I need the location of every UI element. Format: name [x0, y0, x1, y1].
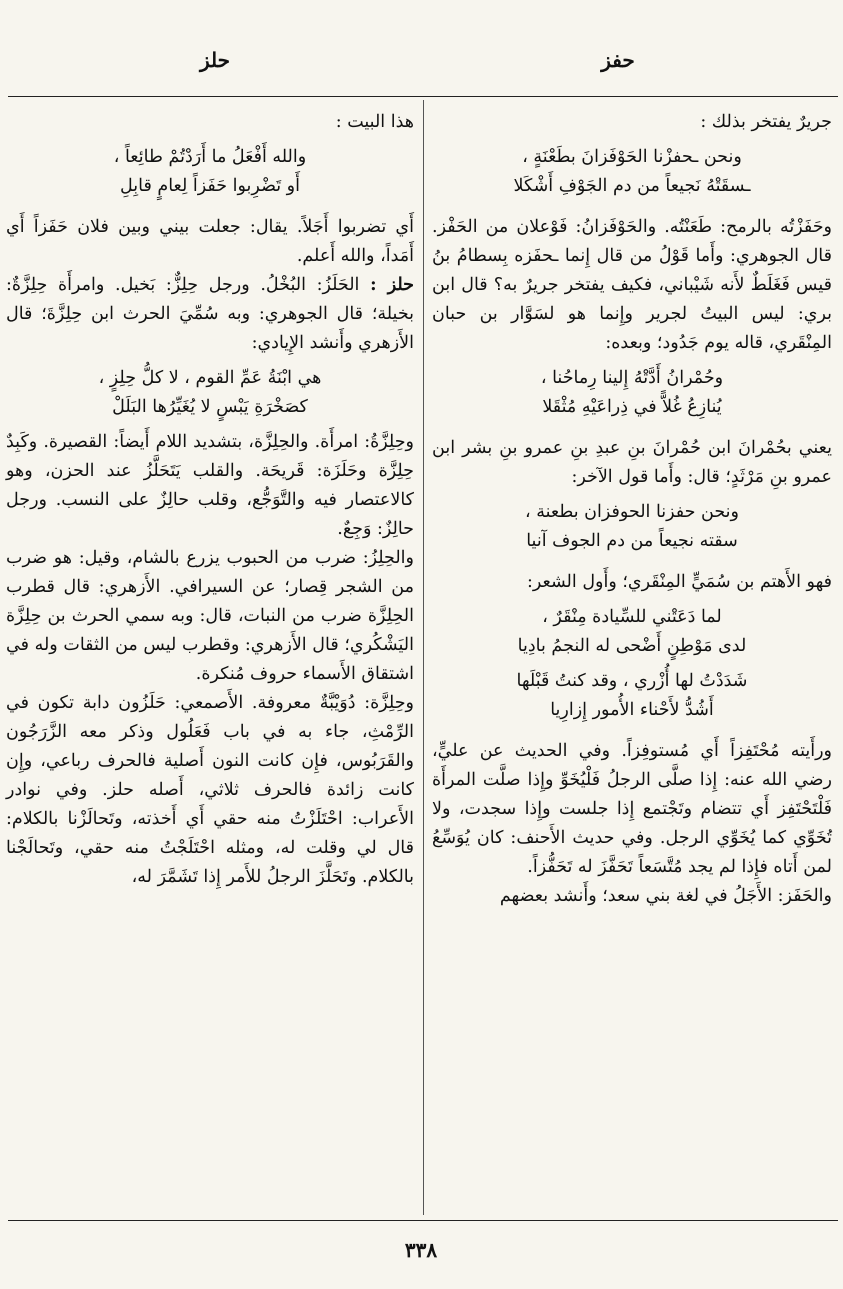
verse-line: سقته نجيعاً من دم الجوف آنيا: [526, 531, 738, 551]
right-intro: جريرٌ يفتخر بذلك :: [700, 112, 832, 132]
header-word-left: حلز: [199, 48, 231, 72]
page-number: ٣٣٨: [404, 1238, 438, 1262]
left-paragraph-5: وحِلِزَّة: دُوَيْبَّةٌ معروفة. الأَصمعي: حَلَزُون دابة تكون في الرِّمْثِ، جاء به في باب فَعَلُول وذكر معه الزَّرَجُون والقَرَبُوس، فإِن كانت النون أَصلية فالحرف رباعي، وإِن كانت زائدة فالحرف ثلاثي، أَصله حلز. وفي نوادر الأَعراب: احْتَلَزْتُ منه حقي أَي أَخذته، وتَحالَزْنا بالكلام: قال لي وقلت له، ومثله احْتَلَجْتُ منه حقي، وتَحالَجْنا بالكلام. وتَحَلَّزَ الرجلُ للأَمر إِذا تَشَمَّرَ له،: [6, 693, 414, 887]
verse-line: ونحن حفزنا الحوفزان بطعنة ،: [525, 502, 739, 522]
verse-line: والله أَفْعَلُ ما أَرَدْتُمْ طائِعاً ،: [113, 147, 307, 167]
right-verse-5: [432, 667, 832, 725]
right-column: [432, 108, 832, 911]
right-verse-4: [432, 603, 832, 661]
verse-line: كصَخْرَةِ يَبْسٍ لا يُغَيِّرُها البَلَلْ: [112, 397, 308, 417]
verse-line: يُنازِعُ غُلاًّ في ذِراعَيْهِ مُثْقَلا: [542, 397, 722, 417]
verse-line: أَو تَضْرِبوا حَفَزاً لِعامٍ قابِلِ: [120, 176, 300, 196]
right-verse-3: [432, 498, 832, 556]
verse-line: لما دَعَتْني للسِّيادة مِنْقَرٌ ،: [542, 607, 722, 627]
verse-line: ونحن ـحفزْنا الحَوْفَزانَ بطَعْنَةٍ ،: [522, 147, 742, 167]
left-paragraph-4: والحِلِزُ: ضرب من الحبوب يزرع بالشام، وقيل: هو ضرب من الشجر قِصار؛ عن السيرافي. الأَزهري: قال قطرب الحِلِزَّة ضرب من النبات، قال: وبه سمي الحرث بن حِلِزَّة اليَشْكُري؛ قال الأَزهري: وقطرب ليس من الثقات وله في اشتقاق الأَسماء حروف مُنكرة.: [6, 548, 414, 684]
left-paragraph-3: وحِلِزَّةُ: امرأَة. والحِلِزَّة، بتشديد اللام أَيضاً: القصيرة. وكَبِدٌ حِلِزَّة وحَلَزَة: قَريحَة. والقلب يَتَحَلَّزُ عند الحزن، وهو كالاعتصار فيه والتَّوَجُّع، وقلب حالِزٌ على النسب. ورجل حالِزٌ: وَجِعٌ.: [6, 432, 414, 539]
verse-line: أَشُدُّ لأَحْناء الأُمور إِزارِيا: [550, 700, 714, 720]
right-paragraph-5: والحَفَز: الأَجَلُ في لغة بني سعد؛ وأَنشد بعضهم: [499, 886, 832, 906]
verse-line: وحُمْرانُ أَدَّتْهُ إِلينا رِماحُنا ،: [540, 368, 724, 388]
left-verse-2: [6, 364, 414, 422]
right-verse-2: [432, 364, 832, 422]
entry-headword: حلز :: [370, 275, 414, 295]
bottom-rule: [8, 1220, 838, 1221]
right-paragraph-3: فهو الأَهتم بن سُمَيٍّ المِنْقَري؛ وأَول الشعر:: [526, 572, 832, 592]
header-word-right: حفز: [601, 48, 635, 72]
left-paragraph-2: [6, 271, 414, 358]
right-paragraph-2: يعني بحُمْرانَ ابن حُمْرانَ بنِ عبدِ بنِ عمرو بنِ بشر ابن عمرو بنِ مَرْثَدٍ؛ قال: وأَما قول الآخر:: [432, 438, 832, 487]
left-column: [6, 108, 414, 892]
right-paragraph-4: ورأَيته مُحْتَفِزاً أَي مُستوفِزاً. وفي الحديث عن عليٍّ، رضي الله عنه: إِذا صلَّى الرجلُ فَلْيُخَوِّ وإِذا صلَّت المرأَة فَلْتَحْتَفِز أَي تتضام وتَجْتمع إِذا جلست وإِذا سجدت، ولا تُخَوِّي كما يُخَوِّي الرجل. وفي حديث الأَحنف: كان يُوَسِّعُ لمن أَتاه فإِذا لم يجد مُتَّسَعاً تَحَفَّزَ له تَحَفُّزاً.: [432, 741, 832, 877]
column-divider: [423, 100, 424, 1215]
right-verse-1: [432, 143, 832, 201]
verse-line: لدى مَوْطِنٍ أَضْحى له النجمُ بادِيا: [517, 636, 747, 656]
verse-line: شَدَدْتُ لها أُزْري ، وقد كنتُ قَبْلَها: [516, 671, 748, 691]
left-verse-1: [6, 143, 414, 201]
verse-line: هي ابْنَةُ عَمِّ القوم ، لا كلُّ حِلِزٍ ،: [98, 368, 322, 388]
right-paragraph-1: وحَفَزْتُه بالرمح: طَعَنْتُه. والحَوْفَزانُ: فَوْعلان من الحَفْز. قال الجوهري: وأَما قَوْلُ من قال إِنما ـحفَزه بِسطامُ بنُ قيس فَغَلَطٌ لأَنه شَيْباني، فكيف يفتخر جريرٌ به؟ قال ابن بري: ليس البيتُ لجرير وإِنما هو لسَوَّار بن حبان المِنْقَري، قاله يوم جَدُود؛ وبعده:: [432, 217, 832, 353]
left-intro: هذا البيت :: [335, 112, 414, 132]
left-paragraph-1: أَي تضربوا أَجَلاً. يقال: جعلت بيني وبين فلان حَفَزاً أَي أَمَداً، والله أَعلم.: [6, 217, 414, 266]
top-rule: [8, 96, 838, 97]
entry-text: الحَلَزُ: البُخْلُ. ورجل حِلِزٌّ: بَخيل. وامرأَة حِلِزَّةٌ: بخيلة؛ قال الجوهري: وبه سُمِّيَ الحرث ابن حِلِزَّةَ؛ قال الأَزهري وأَنشد الإِيادي:: [6, 275, 414, 353]
verse-line: ـسقَتْهُ نَجيعاً من دم الجَوْفِ أَشْكَلا: [513, 176, 751, 196]
